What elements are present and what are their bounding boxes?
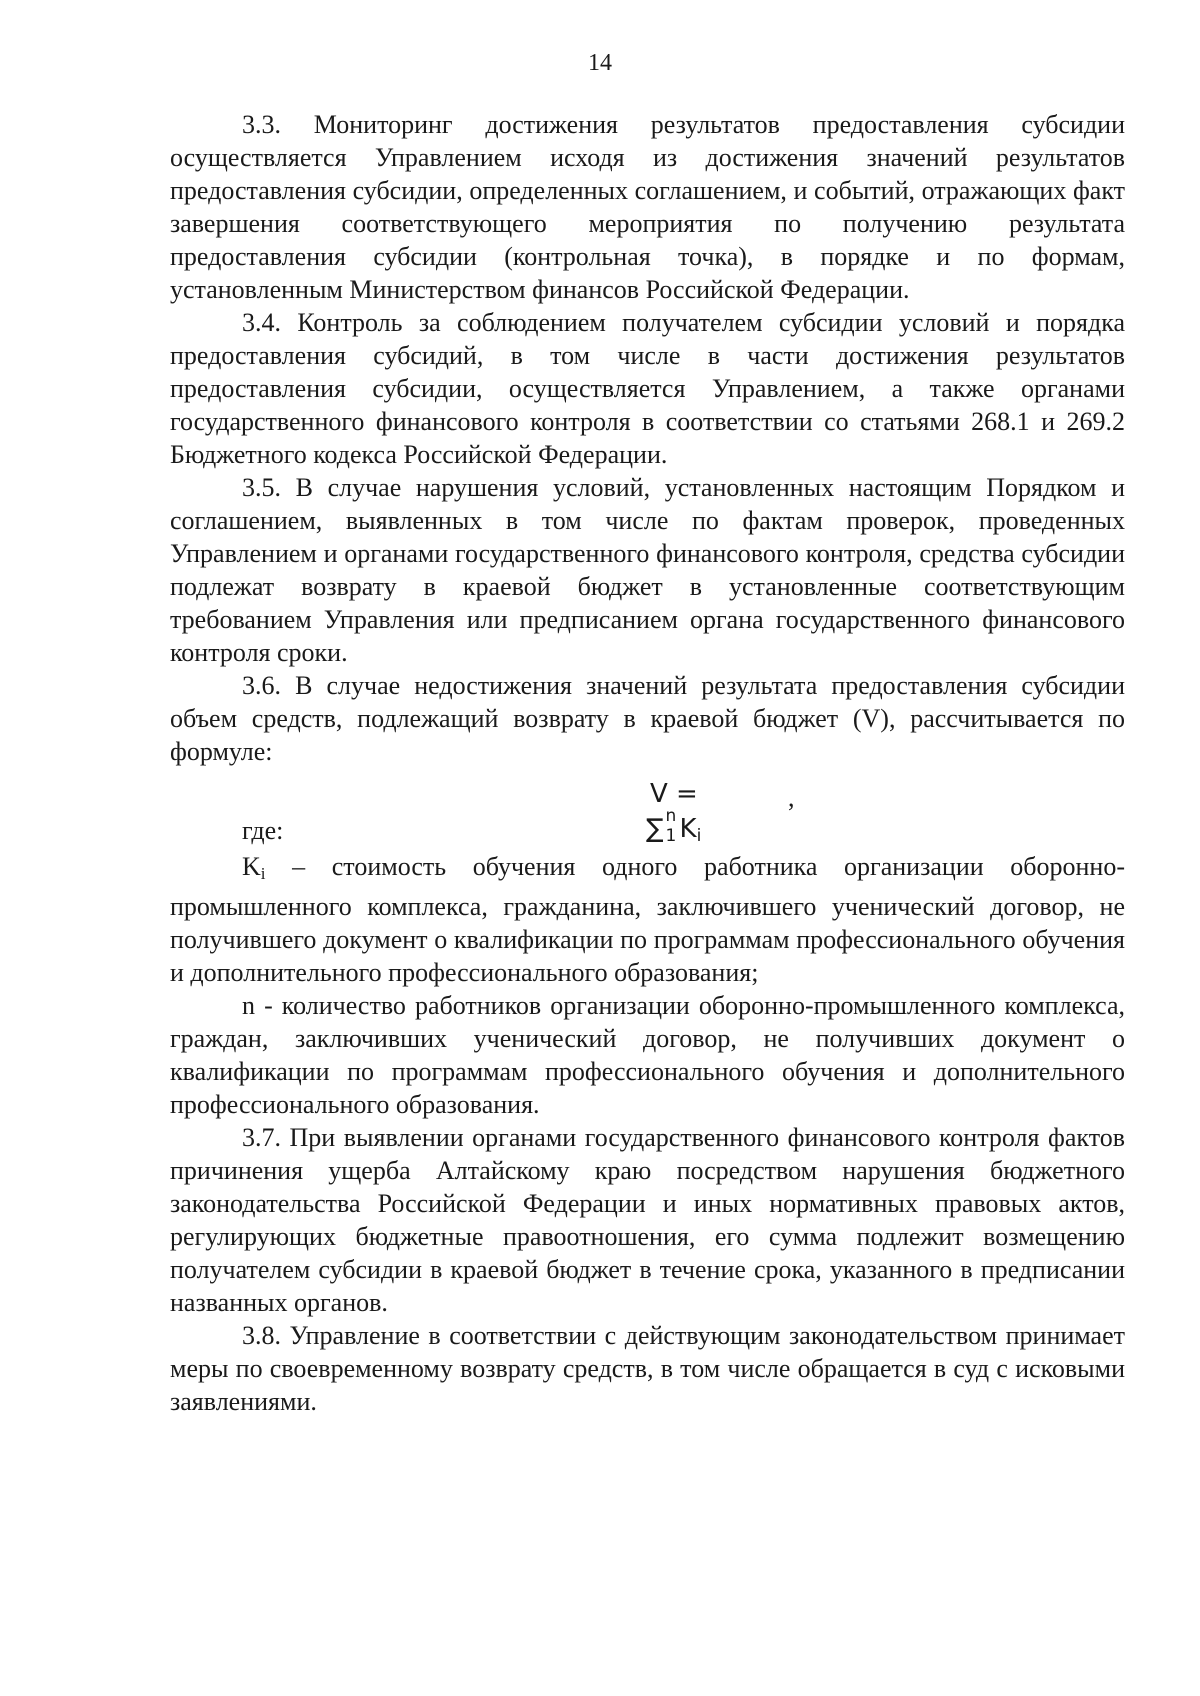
formula-comma: , — [788, 783, 795, 812]
sum-symbol: ∑ — [646, 814, 664, 844]
formula-term: K — [679, 814, 697, 844]
definition-k-text: – стоимость обучения одного работника организации оборонно-промышленного комплекса, гражданина, заключившего ученический договор, не получившего документ о квалификации по программам профессионального обучения и дополнительного профессионального образования; — [170, 852, 1125, 987]
paragraph-3-7: 3.7. При выявлении органами государственного финансового контроля фактов причинения ущерба Алтайскому краю посредством нарушения бюджетного законодательства Российской Федерации и иных нормативных правовых актов, регулирующих бюджетные правоотношения, его сумма подлежит возмещению получателем субсидии в краевой бюджет в течение срока, указанного в предписании названных органов. — [170, 1123, 1125, 1317]
definition-k-subscript: i — [260, 864, 266, 883]
formula-where-label: где: — [242, 816, 284, 845]
definition-k — [170, 850, 1125, 989]
definition-k-symbol: K — [242, 852, 261, 881]
sum-upper-limit: n — [665, 805, 677, 826]
page-number: 14 — [588, 50, 612, 76]
paragraph-3-4: 3.4. Контроль за соблюдением получателем субсидии условий и порядка предоставления субсидий, в том числе в части достижения результатов предоставления субсидии, осуществляется Управлением, а также органами государственного финансового контроля в соответствии со статьями 268.1 и 269.2 Бюджетного кодекса Российской Федерации. — [170, 308, 1125, 469]
sum-lower-limit: 1 — [665, 825, 677, 846]
paragraph-3-3: 3.3. Мониторинг достижения результатов предоставления субсидии осуществляется Управлением исходя из достижения значений результатов предоставления субсидии, определенных соглашением, и событий, отражающих факт завершения соответствующего мероприятия по получению результата предоставления субсидии (контрольная точка), в порядке и по формам, установленным Министерством финансов Российской Федерации. — [170, 110, 1125, 304]
definition-n: n - количество работников организации оборонно-промышленного комплекса, граждан, заключивших ученический договор, не получивших документ о квалификации по программам профессионального обучения и дополнительного профессионального образования. — [170, 991, 1125, 1119]
paragraph-3-6: 3.6. В случае недостижения значений результата предоставления субсидии объем средств, подлежащий возврату в краевой бюджет (V), рассчитывается по формуле: — [170, 671, 1125, 766]
document-body — [170, 108, 1125, 1418]
sum-limits — [664, 805, 680, 846]
formula-sum — [646, 805, 702, 853]
formula-block — [170, 768, 1125, 850]
paragraph-3-8: 3.8. Управление в соответствии с действующим законодательством принимает меры по своевременному возврату средств, в том числе обращается в суд с исковыми заявлениями. — [170, 1321, 1125, 1416]
formula-lhs: V = — [650, 779, 698, 809]
paragraph-3-5: 3.5. В случае нарушения условий, установленных настоящим Порядком и соглашением, выявленных в том числе по фактам проверок, проведенных Управлением и органами государственного финансового контроля, средства субсидии подлежат возврату в краевой бюджет в установленные соответствующим требованием Управления или предписанием органа государственного финансового контроля сроки. — [170, 473, 1125, 667]
formula-term-subscript: i — [696, 826, 702, 846]
